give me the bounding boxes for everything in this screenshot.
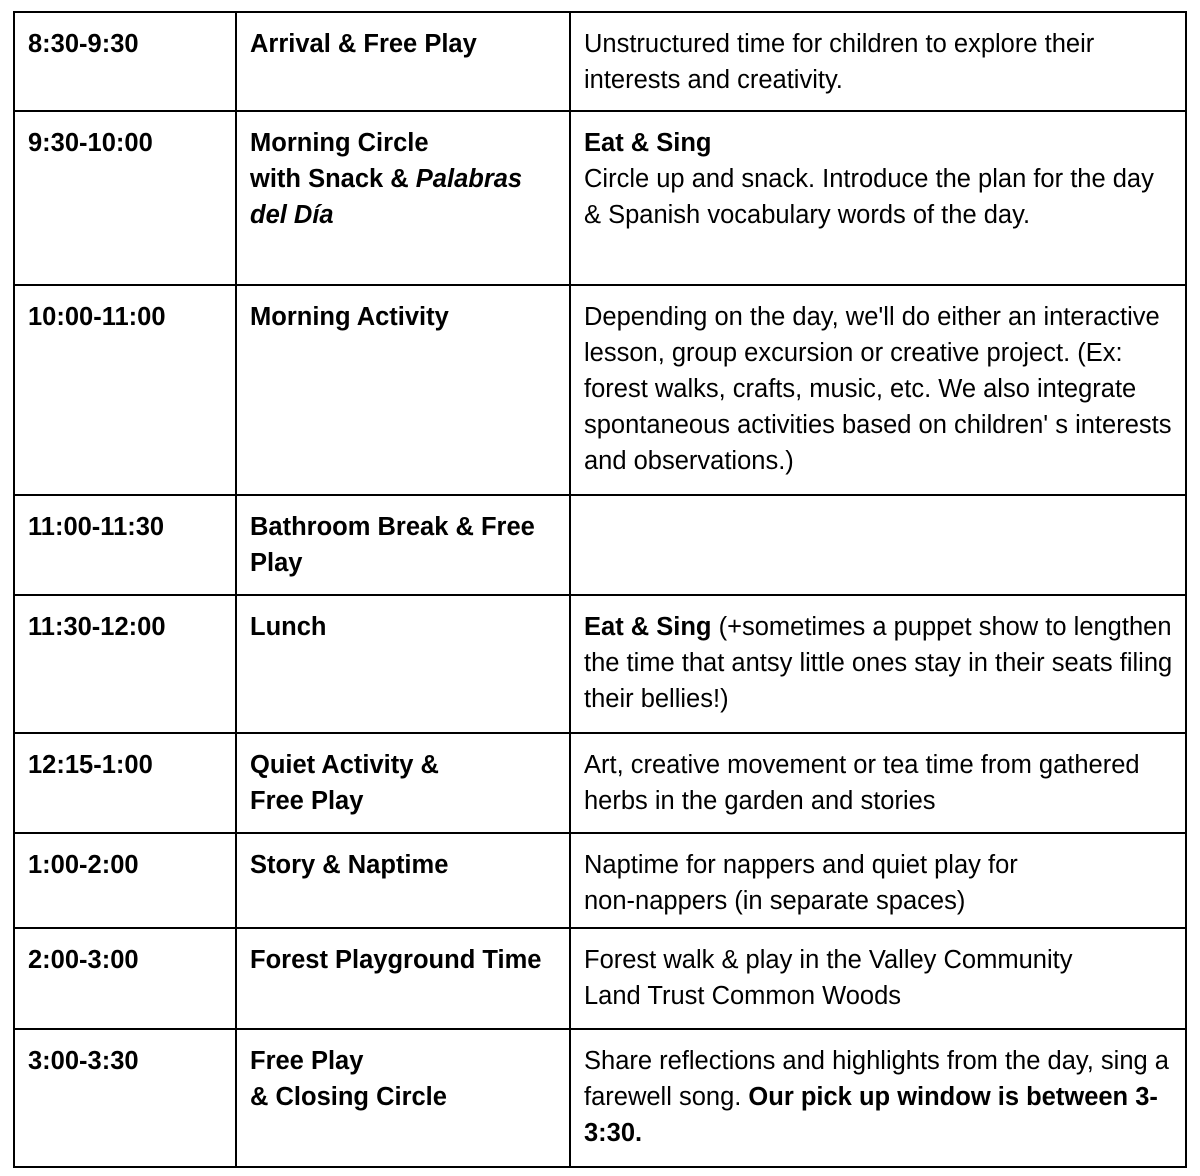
description-line: Naptime for nappers and quiet play for xyxy=(584,851,1018,879)
activity-cell xyxy=(236,1029,570,1167)
description-cell xyxy=(570,495,1186,595)
activity-cell xyxy=(236,733,570,833)
description-line: Forest walk & play in the Valley Community xyxy=(584,946,1073,974)
schedule-table xyxy=(13,11,1187,1168)
description-heading: Eat & Sing xyxy=(584,129,712,157)
activity-line: Free Play xyxy=(250,787,364,815)
table-row xyxy=(14,733,1186,833)
description-text: Share reflections and highlights from the day, sing a farewell song. xyxy=(584,1047,1169,1111)
description-text: Circle up and snack. Introduce the plan for the day & Spanish vocabulary words of the day. xyxy=(584,165,1154,229)
activity-cell: Bathroom Break & Free Play xyxy=(236,495,570,595)
description-cell: Unstructured time for children to explore their interests and creativity. xyxy=(570,12,1186,111)
description-text: (+sometimes a puppet show to lengthen the time that antsy little ones stay in their seats filing their bellies!) xyxy=(584,613,1173,713)
description-cell: Depending on the day, we'll do either an interactive lesson, group excursion or creative project. (Ex: forest walks, crafts, music, etc. We also integrate spontaneous activities based on children' s interests and observations.) xyxy=(570,285,1186,495)
description-bold-text: Eat & Sing xyxy=(584,613,712,641)
activity-line: & Closing Circle xyxy=(250,1083,447,1111)
description-cell xyxy=(570,833,1186,928)
time-cell: 11:30-12:00 xyxy=(14,595,236,733)
description-line: Land Trust Common Woods xyxy=(584,982,902,1010)
description-cell: Art, creative movement or tea time from gathered herbs in the garden and stories xyxy=(570,733,1186,833)
description-cell xyxy=(570,111,1186,285)
activity-cell xyxy=(236,111,570,285)
time-cell: 12:15-1:00 xyxy=(14,733,236,833)
description-bold-text: Our pick up window is between 3-3:30. xyxy=(584,1083,1158,1147)
description-cell xyxy=(570,595,1186,733)
activity-line: Quiet Activity & xyxy=(250,751,439,779)
activity-line: Morning Circle xyxy=(250,129,429,157)
table-row xyxy=(14,1029,1186,1167)
activity-cell: Morning Activity xyxy=(236,285,570,495)
table-row xyxy=(14,928,1186,1029)
description-line: non-nappers (in separate spaces) xyxy=(584,887,966,915)
time-cell: 3:00-3:30 xyxy=(14,1029,236,1167)
table-row xyxy=(14,111,1186,285)
activity-italic-text: Palabras del Día xyxy=(250,165,523,229)
table-row xyxy=(14,12,1186,111)
time-cell: 11:00-11:30 xyxy=(14,495,236,595)
description-cell xyxy=(570,1029,1186,1167)
time-cell: 10:00-11:00 xyxy=(14,285,236,495)
activity-line: with Snack & xyxy=(250,165,416,193)
time-cell: 2:00-3:00 xyxy=(14,928,236,1029)
table-row xyxy=(14,495,1186,595)
description-cell xyxy=(570,928,1186,1029)
time-cell: 9:30-10:00 xyxy=(14,111,236,285)
time-cell: 1:00-2:00 xyxy=(14,833,236,928)
activity-cell: Story & Naptime xyxy=(236,833,570,928)
time-cell: 8:30-9:30 xyxy=(14,12,236,111)
table-row xyxy=(14,833,1186,928)
activity-cell: Lunch xyxy=(236,595,570,733)
activity-cell: Forest Playground Time xyxy=(236,928,570,1029)
activity-cell: Arrival & Free Play xyxy=(236,12,570,111)
table-row xyxy=(14,285,1186,495)
table-row xyxy=(14,595,1186,733)
activity-line: Free Play xyxy=(250,1047,364,1075)
